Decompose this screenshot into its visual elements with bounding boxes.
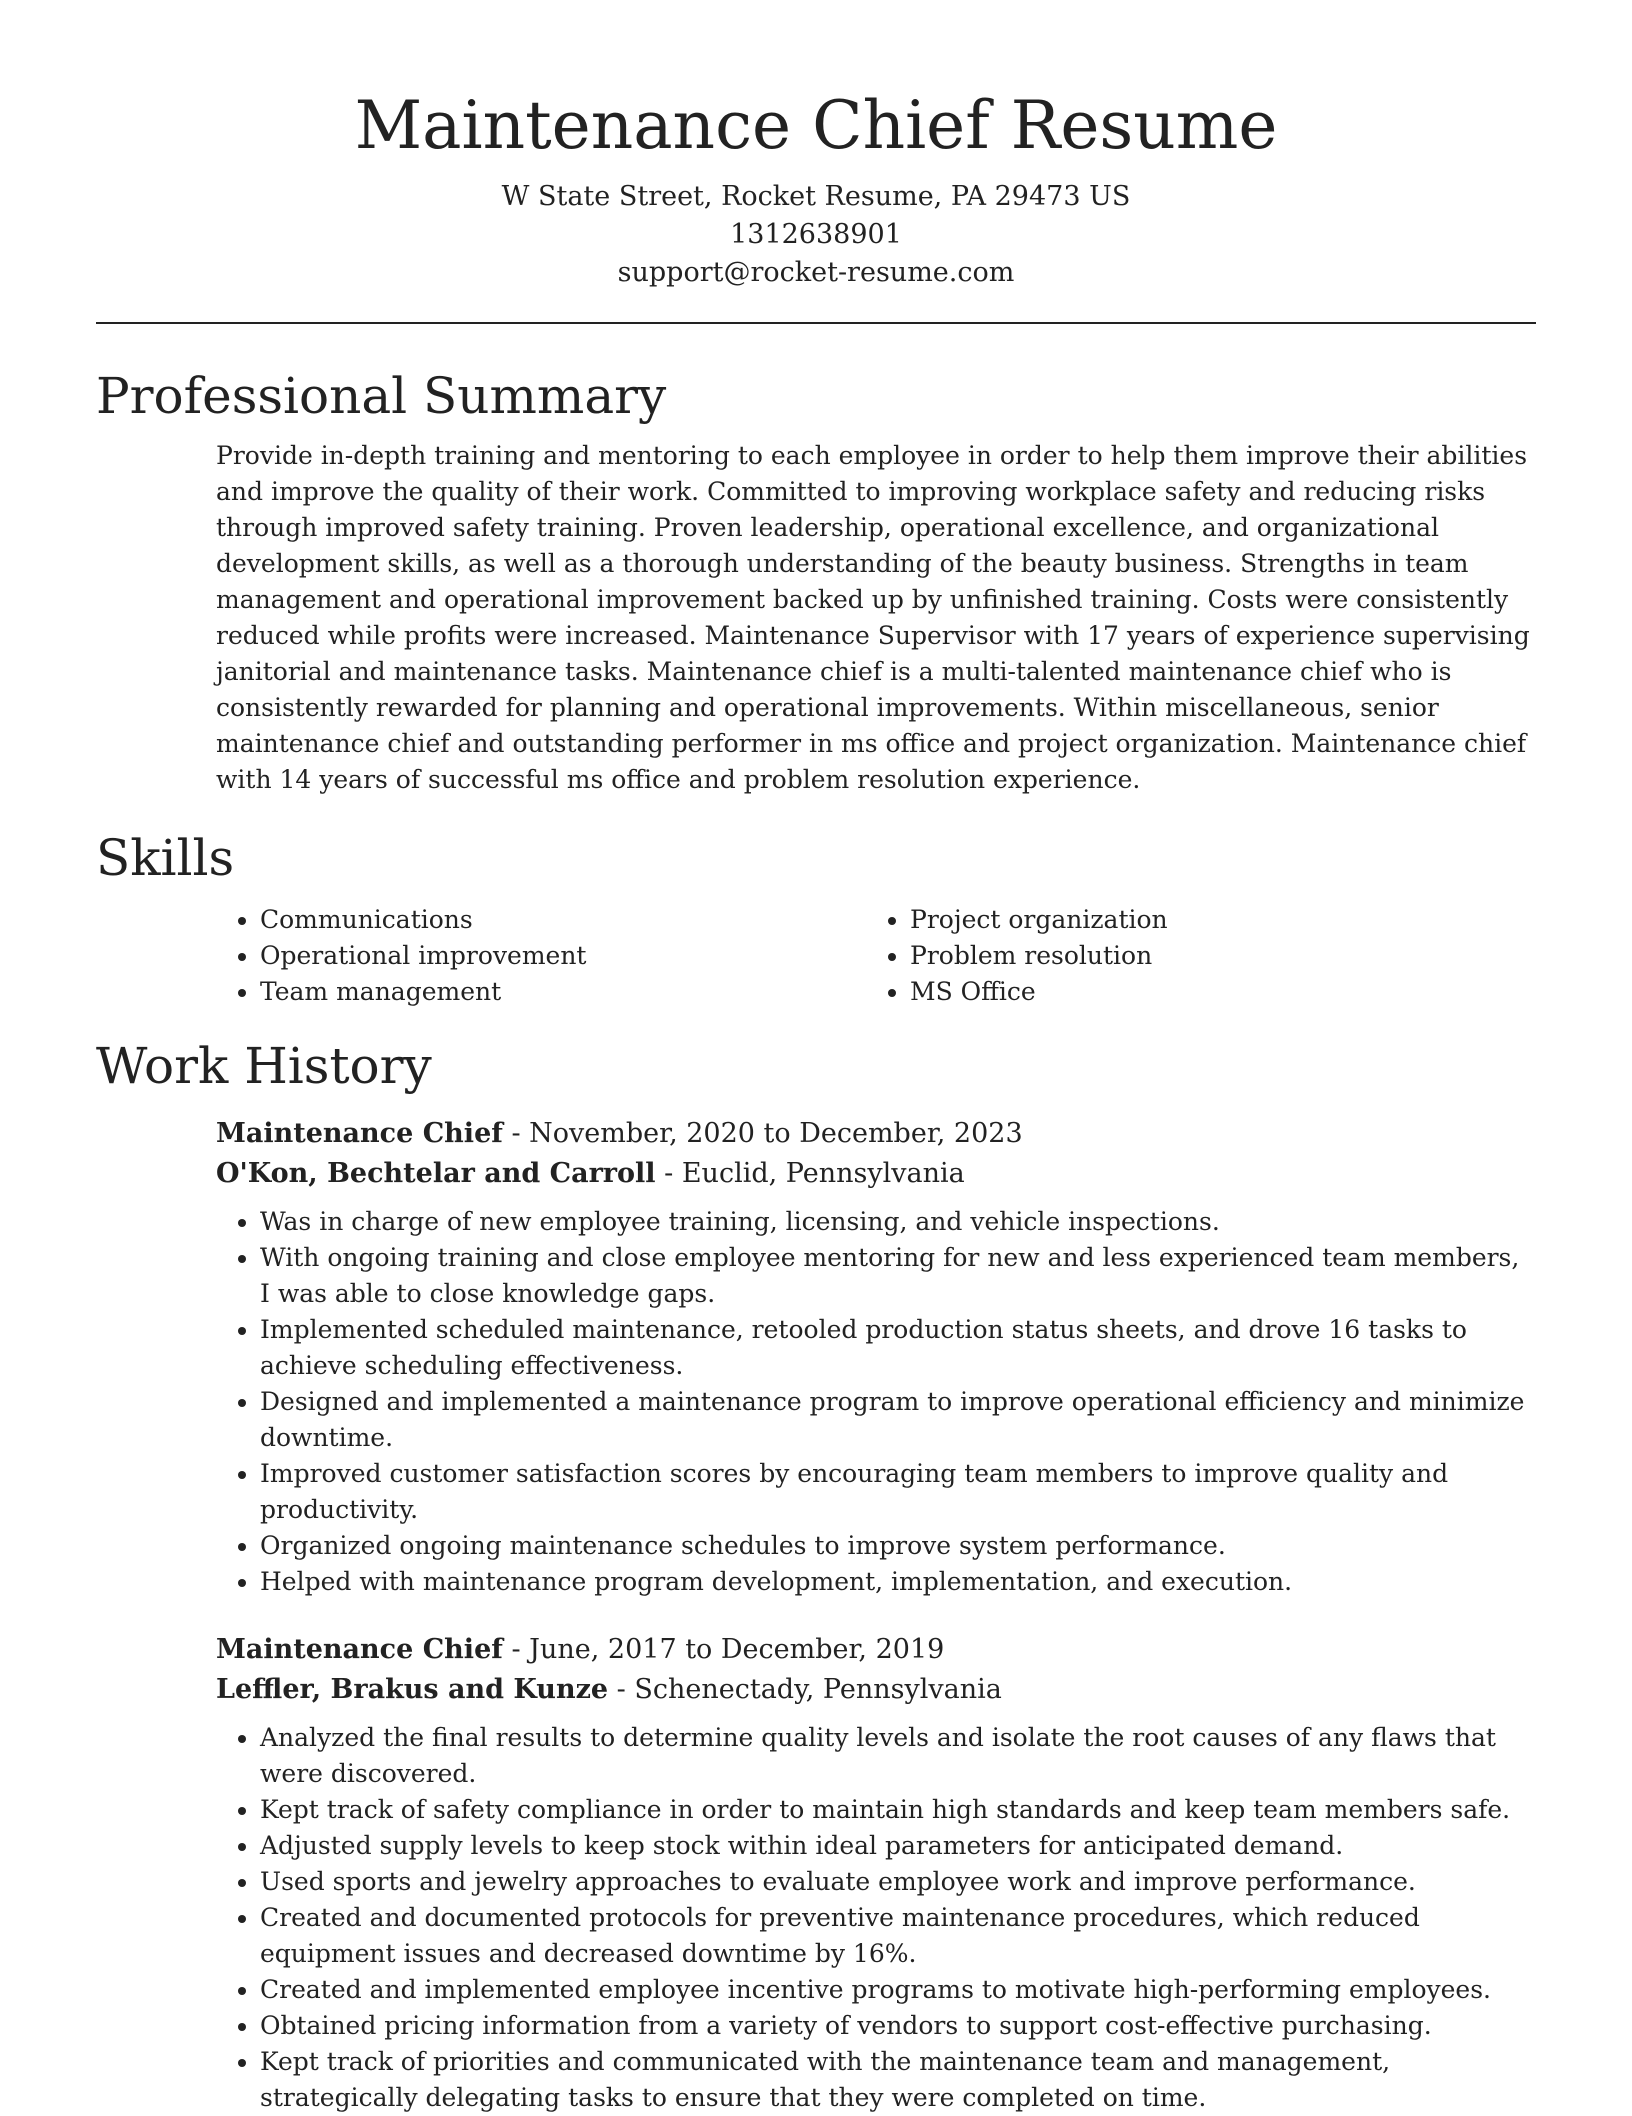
job-bullet: • Kept track of priorities and communicated with the maintenance team and management, strategically delegating tasks to ensure that they were completed on time. [260, 2044, 1536, 2116]
job-dates: - November, 2020 to December, 2023 [502, 1118, 1023, 1149]
skill-item: • Project organization [910, 902, 1516, 938]
contact-address: W State Street, Rocket Resume, PA 29473 US [501, 181, 1131, 212]
job-bullets [216, 1720, 1536, 2116]
job-entry [216, 1630, 1536, 2116]
contact-phone: 1312638901 [730, 219, 902, 250]
job-company: Leffler, Brakus and Kunze [216, 1674, 609, 1705]
contact-email: support@rocket-resume.com [617, 257, 1015, 288]
job-title: Maintenance Chief [216, 1634, 503, 1665]
job-bullet: • Created and documented protocols for preventive maintenance procedures, which reduced equipment issues and decreased downtime by 16%. [260, 1900, 1536, 1972]
header-divider [96, 322, 1536, 324]
job-bullet: • Designed and implemented a maintenance program to improve operational efficiency and minimize downtime. [260, 1384, 1536, 1456]
job-bullet: • Used sports and jewelry approaches to evaluate employee work and improve performance. [260, 1864, 1536, 1900]
job-title-line [216, 1114, 1536, 1154]
resume-title: Maintenance Chief Resume [354, 87, 1278, 164]
job-bullets [216, 1204, 1536, 1600]
job-entry [216, 1114, 1536, 1600]
skills-column-left [216, 902, 866, 1010]
job-bullet: • Analyzed the final results to determine quality levels and isolate the root causes of any flaws that were discovered. [260, 1720, 1536, 1792]
job-location: - Euclid, Pennsylvania [655, 1158, 965, 1189]
skills-list [216, 902, 1536, 1010]
job-dates: - June, 2017 to December, 2019 [502, 1634, 945, 1665]
skill-item: • Communications [260, 902, 866, 938]
job-bullet: • Organized ongoing maintenance schedules to improve system performance. [260, 1528, 1536, 1564]
job-location: - Schenectady, Pennsylvania [608, 1674, 1002, 1705]
job-bullet: • Adjusted supply levels to keep stock within ideal parameters for anticipated demand. [260, 1828, 1536, 1864]
skills-heading: Skills [96, 829, 235, 887]
job-bullet: • Created and implemented employee incentive programs to motivate high-performing employees. [260, 1972, 1536, 2008]
job-bullet: • Kept track of safety compliance in order to maintain high standards and keep team members safe. [260, 1792, 1536, 1828]
contact-block [96, 178, 1536, 292]
job-title: Maintenance Chief [216, 1118, 503, 1149]
skill-item: • Operational improvement [260, 938, 866, 974]
job-bullet: • With ongoing training and close employee mentoring for new and less experienced team members, I was able to close knowledge gaps. [260, 1240, 1536, 1312]
skill-item: • MS Office [910, 974, 1516, 1010]
job-company-line [216, 1670, 1536, 1710]
job-bullet: • Implemented scheduled maintenance, retooled production status sheets, and drove 16 tasks to achieve scheduling effectiveness. [260, 1312, 1536, 1384]
job-company: O'Kon, Bechtelar and Carroll [216, 1158, 656, 1189]
job-bullet: • Obtained pricing information from a variety of vendors to support cost-effective purchasing. [260, 2008, 1536, 2044]
job-title-line [216, 1630, 1536, 1670]
job-bullet: • Improved customer satisfaction scores by encouraging team members to improve quality and productivity. [260, 1456, 1536, 1528]
job-bullet: • Was in charge of new employee training, licensing, and vehicle inspections. [260, 1204, 1536, 1240]
job-bullet: • Helped with maintenance program development, implementation, and execution. [260, 1564, 1536, 1600]
summary-heading: Professional Summary [96, 367, 667, 425]
summary-text: Provide in-depth training and mentoring to each employee in order to help them improve their abilities and improve the quality of their work. Committed to improving workplace safety and reducing risks through improved safety training. Proven leadership, operational excellence, and organizational development skills, as well as a thorough understanding of the beauty business. Strengths in team management and operational improvement backed up by unfinished training. Costs were consistently reduced while profits were increased. Maintenance Supervisor with 17 years of experience supervising janitorial and maintenance tasks. Maintenance chief is a multi-talented maintenance chief who is consistently rewarded for planning and operational improvements. Within miscellaneous, senior maintenance chief and outstanding performer in ms office and project organization. Maintenance chief with 14 years of successful ms office and problem resolution experience. [216, 441, 1530, 794]
skills-column-right [866, 902, 1516, 1010]
skill-item: • Problem resolution [910, 938, 1516, 974]
work-history-heading: Work History [96, 1037, 432, 1095]
skill-item: • Team management [260, 974, 866, 1010]
resume-page [96, 0, 1536, 2116]
job-company-line [216, 1154, 1536, 1194]
